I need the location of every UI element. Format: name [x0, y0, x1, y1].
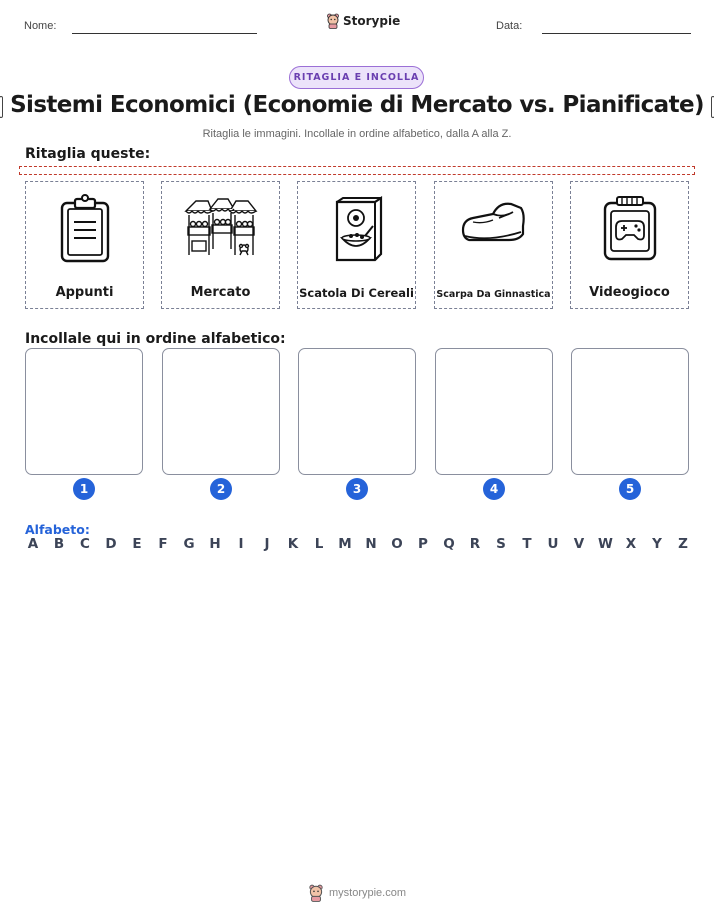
brand-logo — [326, 13, 400, 29]
card-label: Scarpa Da Ginnastica — [436, 289, 551, 300]
instructions: Ritaglia le immagini. Incollale in ordine alfabetico, dalla A alla Z. — [202, 128, 512, 140]
alphabet-letter: Q — [443, 536, 455, 552]
card-label: Mercato — [190, 285, 251, 300]
alphabet-letter: T — [522, 536, 532, 552]
slot-number-3: 3 — [346, 478, 368, 500]
card-label: Appunti — [55, 285, 114, 300]
paste-slot-3[interactable] — [298, 348, 416, 475]
slot-number-2: 2 — [210, 478, 232, 500]
paste-slot-1[interactable] — [25, 348, 143, 475]
alphabet-letter: N — [365, 536, 377, 552]
cereal-box-icon — [329, 194, 385, 264]
alphabet-letter: U — [547, 536, 559, 552]
footer — [308, 884, 406, 902]
alphabet-letter: F — [158, 536, 168, 552]
page-title: Sistemi Economici (Economie di Mercato vs. Pianificate) — [10, 92, 704, 118]
alphabet-letter: B — [53, 536, 65, 552]
alphabet-letter: Y — [652, 536, 662, 552]
slot-number-4: 4 — [483, 478, 505, 500]
footer-url[interactable]: mystorypie.com — [329, 887, 407, 899]
alphabet-letter: I — [238, 536, 244, 552]
alphabet-letter: A — [27, 536, 39, 552]
card-label: Scatola Di Cereali — [299, 286, 414, 300]
alphabet-letter: W — [598, 536, 613, 552]
market-stalls-icon — [184, 197, 258, 261]
bear-mascot-icon — [326, 13, 340, 29]
paste-slot-5[interactable] — [571, 348, 689, 475]
alphabet-letter: J — [264, 536, 270, 552]
alphabet-letter: R — [469, 536, 481, 552]
alphabet-letter: Z — [678, 536, 688, 552]
activity-badge: RITAGLIA E INCOLLA — [289, 66, 424, 89]
bear-mascot-icon — [308, 884, 324, 902]
cut-line — [19, 166, 695, 175]
cut-heading: Ritaglia queste: — [25, 146, 151, 162]
paste-slot-4[interactable] — [435, 348, 553, 475]
date-label: Data: — [496, 20, 523, 32]
paste-heading: Incollale qui in ordine alfabetico: — [25, 331, 286, 347]
alphabet-letter: G — [183, 536, 195, 552]
shoe-icon — [459, 196, 529, 250]
alphabet-letter: V — [573, 536, 585, 552]
alphabet-letter: C — [80, 536, 90, 552]
alphabet-letter: L — [314, 536, 324, 552]
slot-number-5: 5 — [619, 478, 641, 500]
cut-card-scarpa-da-ginnastica[interactable] — [434, 181, 553, 309]
cut-card-scatola-di-cereali[interactable] — [297, 181, 416, 309]
date-line — [542, 33, 691, 34]
alphabet-letter: D — [105, 536, 117, 552]
cut-card-mercato[interactable] — [161, 181, 280, 309]
alphabet-row — [26, 536, 690, 552]
clipboard-icon — [57, 194, 113, 264]
alphabet-letter: E — [132, 536, 142, 552]
alphabet-letter: M — [338, 536, 352, 552]
cut-card-videogioco[interactable] — [570, 181, 689, 309]
paste-slot-2[interactable] — [162, 348, 280, 475]
alphabet-letter: P — [418, 536, 428, 552]
brand-name: Storypie — [343, 14, 401, 28]
cut-card-appunti[interactable] — [25, 181, 144, 309]
name-line — [72, 33, 257, 34]
alphabet-letter: S — [496, 536, 506, 552]
alphabet-title: Alfabeto: — [25, 522, 90, 537]
slot-number-1: 1 — [73, 478, 95, 500]
video-game-icon — [601, 195, 659, 263]
card-label: Videogioco — [589, 285, 670, 300]
name-label: Nome: — [24, 20, 57, 32]
alphabet-letter: O — [391, 536, 403, 552]
alphabet-letter: H — [209, 536, 221, 552]
alphabet-letter: K — [287, 536, 299, 552]
alphabet-letter: X — [625, 536, 637, 552]
